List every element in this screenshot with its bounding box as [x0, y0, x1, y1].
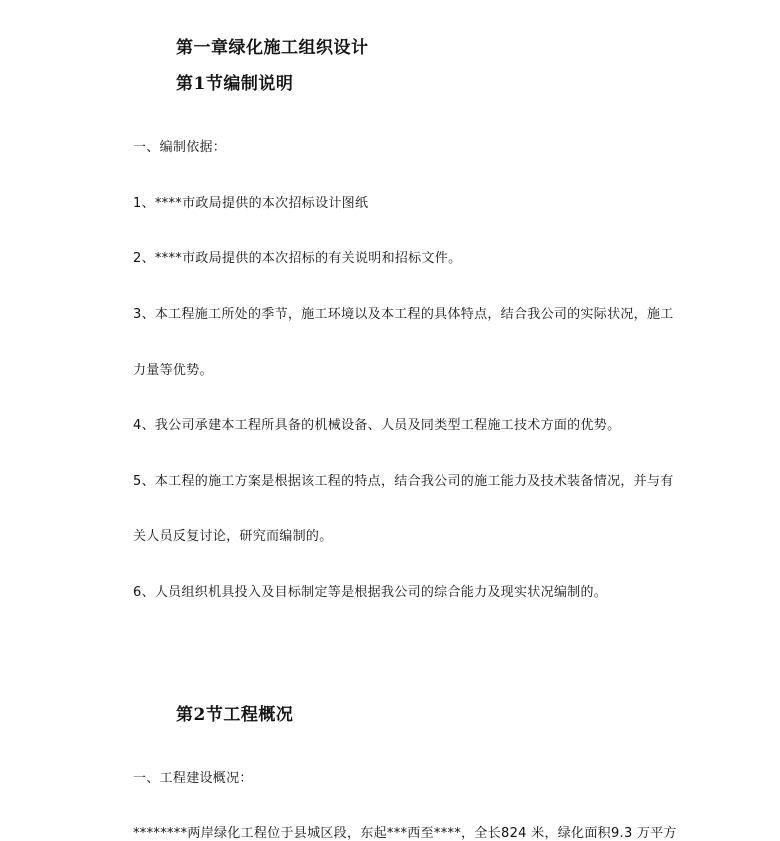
paragraph-line: ********两岸绿化工程位于县城区段，东起***西至****，全长824 米，绿化面积9.3 万平方 [133, 826, 677, 841]
paragraph-line: 力量等优势。 [133, 363, 213, 378]
paragraph-line: 5、本工程的施工方案是根据该工程的特点，结合我公司的施工能力及技术装备情况，并与有 [133, 474, 674, 489]
section-2-subheading: 一、工程建设概况： [133, 771, 253, 786]
section-2-title: 第2节工程概况 [176, 705, 294, 725]
paragraph-line: 1、****市政局提供的本次招标设计图纸 [133, 196, 369, 211]
paragraph-line: 3、本工程施工所处的季节，施工环境以及本工程的具体特点，结合我公司的实际状况，施工 [133, 307, 674, 322]
paragraph-line: 6、人员组织机具投入及目标制定等是根据我公司的综合能力及现实状况编制的。 [133, 585, 608, 600]
section-1-title: 第1节编制说明 [176, 74, 294, 94]
section-1-subheading: 一、编制依据： [133, 140, 227, 155]
paragraph-line: 4、我公司承建本工程所具备的机械设备、人员及同类型工程施工技术方面的优势。 [133, 418, 621, 433]
paragraph-line: 关人员反复讨论，研究而编制的。 [133, 529, 333, 544]
paragraph-line: 2、****市政局提供的本次招标的有关说明和招标文件。 [133, 251, 462, 266]
chapter-title: 第一章绿化施工组织设计 [176, 38, 369, 58]
